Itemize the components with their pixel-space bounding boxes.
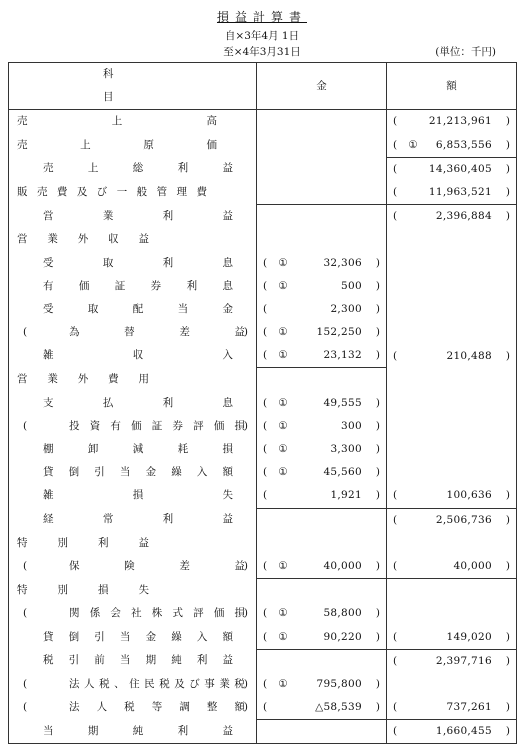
table-row xyxy=(9,508,517,532)
row-label: 特 別 利 益 xyxy=(17,536,149,549)
row-label: 為 替 差 益 xyxy=(69,326,245,339)
open-paren: ( xyxy=(23,607,28,620)
total-cell: ( 21,213,961 ) xyxy=(387,110,517,134)
total-cell xyxy=(387,228,517,251)
row-label-cell xyxy=(9,110,257,134)
total-cell xyxy=(387,673,517,696)
table-row xyxy=(9,344,517,368)
amount-cell xyxy=(257,508,387,532)
row-label: 雑 損 失 xyxy=(43,489,233,502)
row-label-cell xyxy=(9,720,257,744)
amount-cell: ( ① 40,000 ) xyxy=(257,555,387,579)
row-label-cell xyxy=(9,532,257,555)
unit-label: (単位：千円) xyxy=(435,46,496,58)
score-mark: ① xyxy=(278,279,288,292)
row-label: 投 資 有 価 証 券 評 価 損 xyxy=(69,419,245,432)
money-value: 1,660,455 xyxy=(435,725,492,738)
row-label-cell xyxy=(9,205,257,229)
table-row xyxy=(9,602,517,625)
table-row xyxy=(9,205,517,229)
row-label: 法 人 税 等 調 整 額 xyxy=(69,701,245,714)
total-cell: ( 1,660,455 ) xyxy=(387,720,517,744)
table-row xyxy=(9,438,517,461)
score-mark: ① xyxy=(408,138,418,151)
score-mark: ① xyxy=(278,443,288,456)
money-value: 58,800 xyxy=(323,607,362,620)
total-cell: ( 2,397,716 ) xyxy=(387,649,517,673)
amount-cell: ( ① 32,306 ) xyxy=(257,252,387,275)
row-label-cell xyxy=(9,415,257,438)
score-mark: ① xyxy=(278,630,288,643)
row-label-cell xyxy=(9,602,257,625)
close-paren: ) xyxy=(243,559,248,572)
amount-cell: ( ① 152,250 ) xyxy=(257,321,387,344)
amount-cell xyxy=(257,579,387,603)
row-label-cell xyxy=(9,252,257,275)
table-row xyxy=(9,368,517,392)
score-mark: ① xyxy=(278,466,288,479)
header-item: 科目 xyxy=(9,63,257,110)
amount-cell xyxy=(257,110,387,134)
row-label: 有 価 証 券 利 息 xyxy=(43,279,233,292)
money-value: 500 xyxy=(341,279,362,292)
row-label: 営 業 利 益 xyxy=(43,209,233,222)
money-value: 45,560 xyxy=(323,466,362,479)
row-label-cell xyxy=(9,134,257,158)
row-label-cell xyxy=(9,484,257,508)
table-row xyxy=(9,720,517,744)
total-cell: ( 100,636 ) xyxy=(387,484,517,508)
table-row xyxy=(9,461,517,484)
money-value: 40,000 xyxy=(453,559,492,572)
money-value: 300 xyxy=(341,419,362,432)
row-label: 法 人 税 、 住 民 税 及 び 事 業 税 xyxy=(69,677,245,690)
income-statement-table xyxy=(8,62,517,744)
amount-cell: ( 2,300 ) xyxy=(257,298,387,321)
open-paren: ( xyxy=(23,677,28,690)
amount-cell xyxy=(257,368,387,392)
total-cell xyxy=(387,368,517,392)
table-row xyxy=(9,532,517,555)
row-label-cell xyxy=(9,696,257,720)
row-label: 棚 卸 減 耗 損 xyxy=(43,443,233,456)
money-value: 737,261 xyxy=(446,701,492,714)
total-cell xyxy=(387,321,517,344)
row-label: 営 業 外 費 用 xyxy=(17,372,149,385)
total-cell xyxy=(387,461,517,484)
amount-cell: ( ① 3,300 ) xyxy=(257,438,387,461)
table-row xyxy=(9,298,517,321)
total-cell xyxy=(387,532,517,555)
row-label: 保 険 差 益 xyxy=(69,559,245,572)
total-cell: ( 2,506,736 ) xyxy=(387,508,517,532)
money-value: 32,306 xyxy=(323,256,362,269)
close-paren: ) xyxy=(243,326,248,339)
money-value: 1,921 xyxy=(330,489,362,502)
period-from: 自×3年4月 1日 xyxy=(224,30,300,42)
table-row xyxy=(9,157,517,181)
money-value: 2,396,884 xyxy=(435,210,492,223)
table-row xyxy=(9,321,517,344)
row-label: 営 業 外 収 益 xyxy=(17,233,149,246)
table-row xyxy=(9,555,517,579)
amount-cell xyxy=(257,157,387,181)
money-value: 2,506,736 xyxy=(435,513,492,526)
amount-cell: ( ① 90,220 ) xyxy=(257,626,387,650)
table-row xyxy=(9,275,517,298)
row-label-cell xyxy=(9,508,257,532)
total-cell: ( 737,261 ) xyxy=(387,696,517,720)
amount-cell: ( △58,539 ) xyxy=(257,696,387,720)
table-row xyxy=(9,579,517,603)
row-label-cell xyxy=(9,649,257,673)
money-value: 795,800 xyxy=(316,677,362,690)
amount-cell: ( 1,921 ) xyxy=(257,484,387,508)
money-value: 100,636 xyxy=(446,489,492,502)
table-row xyxy=(9,134,517,158)
amount-cell: ( ① 300 ) xyxy=(257,415,387,438)
open-paren: ( xyxy=(23,559,28,572)
money-value: 3,300 xyxy=(330,443,362,456)
table-row xyxy=(9,673,517,696)
amount-cell xyxy=(257,134,387,158)
total-cell: ( 2,396,884 ) xyxy=(387,205,517,229)
open-paren: ( xyxy=(23,701,28,714)
table-row xyxy=(9,252,517,275)
total-cell: ( 149,020 ) xyxy=(387,626,517,650)
total-cell xyxy=(387,579,517,603)
money-value: 152,250 xyxy=(316,326,362,339)
money-value: 2,300 xyxy=(330,302,362,315)
table-row xyxy=(9,484,517,508)
row-label-cell xyxy=(9,392,257,415)
close-paren: ) xyxy=(243,419,248,432)
document-title: 損益計算書 xyxy=(216,10,307,24)
total-cell: ( 40,000 ) xyxy=(387,555,517,579)
table-row xyxy=(9,392,517,415)
table-row xyxy=(9,415,517,438)
row-label-cell xyxy=(9,579,257,603)
row-label-cell xyxy=(9,555,257,579)
row-label-cell xyxy=(9,228,257,251)
total-cell xyxy=(387,438,517,461)
total-cell xyxy=(387,602,517,625)
total-cell xyxy=(387,392,517,415)
amount-cell: ( ① 58,800 ) xyxy=(257,602,387,625)
row-label: 貸 倒 引 当 金 繰 入 額 xyxy=(43,466,233,479)
row-label: 支 払 利 息 xyxy=(43,396,233,409)
amount-cell: ( ① 45,560 ) xyxy=(257,461,387,484)
amount-cell xyxy=(257,649,387,673)
money-value: 90,220 xyxy=(323,630,362,643)
money-value: 6,853,556 xyxy=(435,138,492,151)
row-label-cell xyxy=(9,673,257,696)
row-label-cell xyxy=(9,181,257,205)
money-value: 21,213,961 xyxy=(428,115,492,128)
amount-cell xyxy=(257,720,387,744)
score-mark: ① xyxy=(278,256,288,269)
score-mark: ① xyxy=(278,349,288,362)
total-cell xyxy=(387,275,517,298)
score-mark: ① xyxy=(278,677,288,690)
row-label: 受 取 配 当 金 xyxy=(43,302,233,315)
table-row xyxy=(9,649,517,673)
amount-cell xyxy=(257,181,387,205)
row-label: 当 期 純 利 益 xyxy=(43,724,233,737)
close-paren: ) xyxy=(243,701,248,714)
open-paren: ( xyxy=(23,419,28,432)
amount-cell: ( ① 795,800 ) xyxy=(257,673,387,696)
total-cell xyxy=(387,415,517,438)
total-cell: ( 14,360,405 ) xyxy=(387,157,517,181)
amount-cell: ( ① 500 ) xyxy=(257,275,387,298)
money-value: △58,539 xyxy=(315,701,362,714)
row-label-cell xyxy=(9,298,257,321)
header-amount: 金 xyxy=(257,63,387,110)
total-cell: ( ① 6,853,556 ) xyxy=(387,134,517,158)
row-label: 関 係 会 社 株 式 評 価 損 xyxy=(69,607,245,620)
table-row xyxy=(9,626,517,650)
row-label: 販 売 費 及 び 一 般 管 理 費 xyxy=(17,185,207,198)
row-label-cell xyxy=(9,321,257,344)
money-value: 11,963,521 xyxy=(428,185,492,198)
money-value: 149,020 xyxy=(446,630,492,643)
score-mark: ① xyxy=(278,419,288,432)
row-label-cell xyxy=(9,626,257,650)
table-row xyxy=(9,228,517,251)
score-mark: ① xyxy=(278,559,288,572)
row-label-cell xyxy=(9,438,257,461)
money-value: 23,132 xyxy=(323,349,362,362)
amount-cell xyxy=(257,532,387,555)
money-value: 2,397,716 xyxy=(435,654,492,667)
row-label: 売 上 原 価 xyxy=(17,138,217,151)
money-value: 40,000 xyxy=(323,559,362,572)
total-cell: ( 210,488 ) xyxy=(387,344,517,368)
row-label: 売 上 高 xyxy=(17,115,217,128)
table-row xyxy=(9,110,517,134)
money-value: 210,488 xyxy=(446,349,492,362)
score-mark: ① xyxy=(278,326,288,339)
table-row xyxy=(9,181,517,205)
row-label-cell xyxy=(9,275,257,298)
score-mark: ① xyxy=(278,607,288,620)
total-cell: ( 11,963,521 ) xyxy=(387,181,517,205)
close-paren: ) xyxy=(243,677,248,690)
score-mark: ① xyxy=(278,396,288,409)
total-cell xyxy=(387,252,517,275)
amount-cell xyxy=(257,205,387,229)
row-label-cell xyxy=(9,368,257,392)
amount-cell: ( ① 49,555 ) xyxy=(257,392,387,415)
amount-cell xyxy=(257,228,387,251)
header-total: 額 xyxy=(387,63,517,110)
row-label-cell xyxy=(9,461,257,484)
open-paren: ( xyxy=(23,326,28,339)
table-header xyxy=(9,63,517,110)
table-row xyxy=(9,696,517,720)
money-value: 14,360,405 xyxy=(428,162,492,175)
row-label: 貸 倒 引 当 金 繰 入 額 xyxy=(43,630,233,643)
amount-cell: ( ① 23,132 ) xyxy=(257,344,387,368)
row-label: 雑 収 入 xyxy=(43,349,233,362)
row-label: 売 上 総 利 益 xyxy=(43,162,233,175)
row-label: 受 取 利 息 xyxy=(43,256,233,269)
row-label-cell xyxy=(9,344,257,368)
money-value: 49,555 xyxy=(323,396,362,409)
close-paren: ) xyxy=(243,607,248,620)
row-label-cell xyxy=(9,157,257,181)
row-label: 税 引 前 当 期 純 利 益 xyxy=(43,654,233,667)
row-label: 経 常 利 益 xyxy=(43,513,233,526)
total-cell xyxy=(387,298,517,321)
period-to: 至×4年3月31日 xyxy=(223,46,301,58)
row-label: 特 別 損 失 xyxy=(17,583,149,596)
